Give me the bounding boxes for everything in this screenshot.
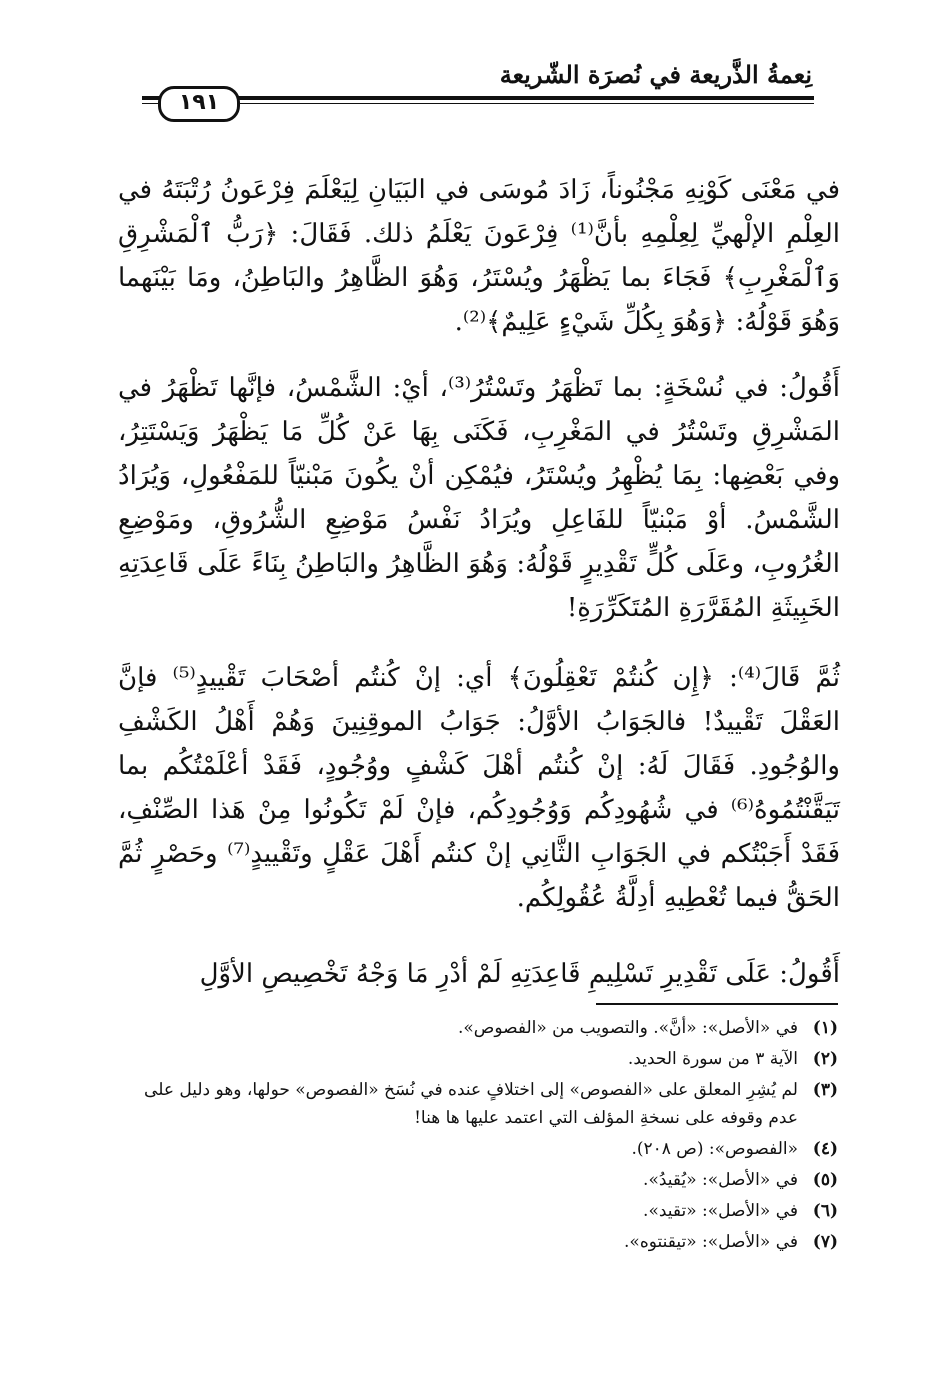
footnote [138,1166,838,1194]
footnote [138,1045,838,1073]
footnote-text: في «الأصل»: «أنَّ». والتصويب من «الفصوص». [457,1018,798,1038]
footnote-text: «الفصوص»: (ص ٢٠٨). [631,1139,798,1159]
paragraph-4: أَقُولُ: عَلَى تَقْدِيرِ تَسْلِيمِ قَاعِدَتِهِ لَمْ أدْرِ مَا وَجْهُ تَخْصِيصِ الأوَّلِ [199,959,840,989]
footnote [138,1228,838,1256]
header-rule-thin [142,103,814,104]
running-title: نِعمةُ الذَّريعة في نُصرَة الشّريعة [499,60,812,89]
footnote-text: في «الأصل»: «تيقنتوه». [624,1232,798,1252]
footnote-number: (٢) [812,1049,838,1069]
header-rule [142,96,814,100]
footnote-number: (٣) [812,1080,838,1100]
footnote [138,1197,838,1225]
footnote-number: (٦) [812,1201,838,1221]
paragraph-3: ثُمَّ قَالَ⁽⁴⁾: ﴿إِن كُنتُمْ تَعْقِلُونَ﴾ أي: إنْ كُنتُم أصْحَابَ تَقْييدٍ⁽⁵⁾ فإنَّ العَقْلَ تَقْييدٌ! فالجَوَابُ الأوَّلُ: جَوَابُ الموقِنِينَ وَهُمْ أَهْلُ الكَشْفِ والوُجُودِ. فَقَالَ لَهُ: إنْ كُنتُم أهْلَ كَشْفٍ ووُجُودٍ، فَقَدْ أعْلَمْتُكُم بما تَيَقَّنْتُمُوهُ⁽⁶⁾ في شُهُودِكُم وَوُجُودِكُم، فإنْ لَمْ تَكُونُوا مِنْ هَذا الصِّنْفِ، فَقَدْ أَجَبْتُكم في الجَوَابِ الثَّانِي إنْ كنتُم أَهْلَ عَقْلٍ وتَقْييدٍ⁽⁷⁾ وحَصْرٍ ثُمَّ الحَقُّ فيما تُعْطِيهِ أدِلَّةُ عُقُولِكُم. [118,663,840,913]
footnote-number: (٥) [812,1170,838,1190]
footnote-text: في «الأصل»: «تقيد». [643,1201,798,1221]
footnote-text: في «الأصل»: «يُقيدُ». [643,1170,798,1190]
footnote [138,1135,838,1163]
footnote-number: (١) [812,1018,838,1038]
paragraph-1: في مَعْنَى كَوْنِهِ مَجْنُوناً، زَادَ مُوسَى في البَيَانِ لِيَعْلَمَ فِرْعَونُ رُتْبَتَهُ في العِلْمِ الإلْهيِّ لِعِلْمِهِ بأنَّ⁽¹⁾ فِرْعَونَ يَعْلَمُ ذلك. فَقَالَ: ﴿رَبُّ ٱلْمَشْرِقِ وَٱلْمَغْرِبِ﴾ فَجَاءَ بما يَظْهَرُ ويُسْتَرُ، وَهُوَ الظَّاهِرُ والبَاطِنُ، ومَا بَيْنَهما وَهُوَ قَوْلُهُ: ﴿وَهُوَ بِكُلِّ شَيْءٍ عَلِيمٌ﴾⁽²⁾. [118,175,840,337]
footnotes [138,1014,838,1259]
footnote-number: (٤) [812,1139,838,1159]
paragraph-2: أَقُولُ: في نُسْخَةٍ: بما تَظْهَرُ وتَسْتُرُ⁽³⁾، أيْ: الشَّمْسُ، فإنَّها تَظْهَرُ في المَشْرِقِ وتَسْتُرُ في المَغْرِبِ، فَكَنَى بِهَا عَنْ كُلِّ مَا يَظْهَرُ وَيَسْتَتِرُ، وفي بَعْضِها: بِمَا يُظْهِرُ ويُسْتَرُ، فيُمْكِن أنْ يكُونَ مَبْنيّاً للمَفْعُولِ، وَيُرَادُ الشَّمْسُ. أوْ مَبْنيّاً للفَاعِلِ ويُرَادُ نَفْسُ مَوْضِعِ الشُّرُوقِ، ومَوْضِعِ الغُرُوبِ، وعَلَى كُلٍّ تَقْدِيرٍ قَوْلُهُ: وَهُوَ الظَّاهِرُ والبَاطِنُ بِنَاءً عَلَى قَاعِدَتِهِ الخَبِيثَةِ المُقَرَّرَةِ المُتَكَرِّرَةِ! [118,373,840,623]
footnote [138,1014,838,1042]
footnote-text: الآية ٣ من سورة الحديد. [627,1049,798,1069]
footnote [138,1076,838,1132]
footnote-number: (٧) [812,1232,838,1252]
footnote-text: لم يُشِرِ المعلق على «الفصوص» إلى اختلافٍ عنده في نُسَخ «الفصوص» حولها، وهو دليل على عدم وقوفه على نسخةِ المؤلف التي اعتمد عليها ها هنا! [144,1080,798,1128]
page-number: ١٩١ [158,86,240,122]
footnote-separator [596,1003,838,1005]
